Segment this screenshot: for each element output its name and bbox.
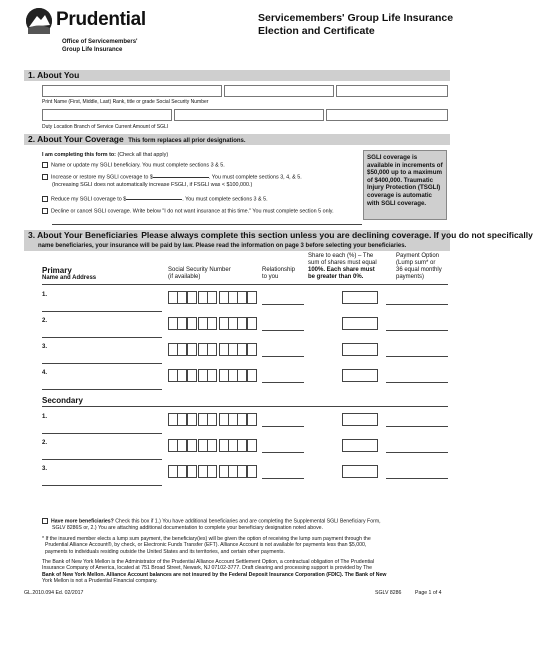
option-decline-coverage[interactable]: Decline or cancel SGLI coverage. Write below "I do not want insurance at this time." You must complete section 5 only. — [42, 208, 364, 215]
page-number: Page 1 of 4 — [415, 590, 442, 596]
ssn-boxes[interactable] — [168, 465, 256, 478]
share-field[interactable] — [342, 291, 378, 304]
secondary-rows — [42, 412, 452, 490]
sgli-info-box: SGLI coverage is available in increments of $50,000 up to a maximum of $400,000. Traumatic Injury Protection (TSGLI) coverage is automatic with SGLI coverage. — [363, 150, 447, 220]
name-address-header: Name and Address — [42, 275, 97, 281]
reduce-amount-field[interactable] — [126, 199, 182, 200]
option-increase-coverage[interactable]: Increase or restore my SGLI coverage to $ . You must complete sections 3, 4, & 5. — [42, 174, 302, 181]
share-header: Share to each (%) – The sum of shares must equal 100%. Each share must be greater than 0%. — [308, 253, 377, 280]
checkbox[interactable] — [42, 208, 48, 214]
option-update-beneficiary[interactable]: Name or update my SGLI beneficiary. You must complete sections 3 & 5. — [42, 162, 225, 169]
alliance-account-disclosure: The Bank of New York Mellon is the Administrator of the Prudential Alliance Account Settlement Option, a contractual obligation of The Prudential Insurance Company of America, located at 751 Broad Street, Newark, NJ 07102-3777. Draft clearing and processing support is provided by The Bank of New York Mellon. Alliance Account balances are not insured by the Federal Deposit Insurance Corporation (FDIC). The Bank of New York Mellon is not a Prudential Financial company. — [42, 559, 387, 585]
ssn-boxes[interactable] — [168, 413, 256, 426]
table-row[interactable]: 3. — [42, 342, 452, 368]
increase-note: (Increasing SGLI does not automatically increase FSGLI, if FSGLI was < $100,000.) — [52, 182, 253, 188]
table-row[interactable]: 4. — [42, 368, 452, 394]
table-row[interactable]: 1. — [42, 412, 452, 438]
increase-amount-field[interactable] — [153, 177, 209, 178]
relationship-header: Relationship to you — [262, 267, 296, 280]
share-field[interactable] — [342, 343, 378, 356]
ssn-field[interactable] — [336, 85, 448, 97]
about-you-labels-row1: Print Name (First, Middle, Last) Rank, title or grade Social Security Number — [42, 99, 209, 105]
section2-heading: 2. About Your Coverage This form replaces all prior designations. — [24, 134, 450, 145]
share-field[interactable] — [342, 413, 378, 426]
share-field[interactable] — [342, 369, 378, 382]
current-sgli-field[interactable] — [326, 109, 448, 121]
more-beneficiaries-checkbox-row[interactable]: Have more beneficiaries? Check this box if 1.) You have additional beneficiaries and are completing the Supplemental SGLI Beneficiary Form, — [42, 518, 452, 525]
form-number: SGLV 8286 — [375, 590, 402, 596]
secondary-label: Secondary — [42, 396, 83, 405]
branch-field[interactable] — [174, 109, 324, 121]
coverage-intro: I am completing this form to: (Check all that apply) — [42, 152, 169, 158]
office-name: Office of Servicemembers' Group Life Insurance — [62, 39, 138, 53]
share-field[interactable] — [342, 439, 378, 452]
ssn-boxes[interactable] — [168, 317, 256, 330]
share-field[interactable] — [342, 317, 378, 330]
ssn-boxes[interactable] — [168, 343, 256, 356]
option-reduce-coverage[interactable]: Reduce my SGLI coverage to $ . You must complete sections 3 & 5. — [42, 196, 268, 203]
section3-note: name beneficiaries, your insurance will be paid by law. Please read the information on page 3 before selecting your beneficiaries. — [24, 242, 450, 251]
checkbox[interactable] — [42, 174, 48, 180]
table-row[interactable]: 1. — [42, 290, 452, 316]
more-beneficiaries-note: SGLV 8286S or, 2.) You are attaching additional documentation to complete your beneficiary designation noted above. — [52, 525, 323, 531]
form-edition: GL.2010.094 Ed. 02/2017 — [24, 590, 84, 596]
checkbox[interactable] — [42, 162, 48, 168]
lump-sum-footnote: * If the insured member elects a lump sum payment, the beneficiary(ies) will be given the option of receiving the lump sum payment through the Prudential Alliance Account®, by check, or Electronic Funds Transfer (EFT). Alliance Account is not available for payments less than $5,000, payments to individuals residing outside the United States and its territories, and certain other payments. — [42, 536, 371, 555]
ssn-boxes[interactable] — [168, 439, 256, 452]
ssn-boxes[interactable] — [168, 369, 256, 382]
decline-statement-line[interactable] — [52, 224, 362, 225]
section3-heading: 3. About Your Beneficiaries Please always complete this section unless you are declining coverage. If you do not specifically — [24, 230, 450, 242]
prudential-rock-logo-icon — [26, 8, 52, 34]
table-row[interactable]: 2. — [42, 438, 452, 464]
share-field[interactable] — [342, 465, 378, 478]
about-you-labels-row2: Duty Location Branch of Service Current Amount of SGLI — [42, 124, 169, 130]
duty-location-field[interactable] — [42, 109, 172, 121]
ssn-header: Social Security Number (if available) — [168, 267, 231, 280]
rank-field[interactable] — [224, 85, 334, 97]
brand-name: Prudential — [56, 9, 146, 30]
table-row[interactable]: 2. — [42, 316, 452, 342]
secondary-divider — [42, 406, 448, 407]
ssn-boxes[interactable] — [168, 291, 256, 304]
payment-option-header: Payment Option (Lump sum* or 36 equal monthly payments) — [396, 253, 442, 280]
table-row[interactable]: 3. — [42, 464, 452, 490]
section1-heading: 1. About You — [24, 70, 450, 81]
form-title: Servicemembers' Group Life Insurance Election and Certificate — [258, 12, 454, 37]
primary-rows — [42, 290, 452, 394]
checkbox[interactable] — [42, 518, 48, 524]
table-header-divider — [42, 284, 448, 285]
checkbox[interactable] — [42, 196, 48, 202]
print-name-field[interactable] — [42, 85, 222, 97]
primary-label: Primary — [42, 266, 72, 275]
